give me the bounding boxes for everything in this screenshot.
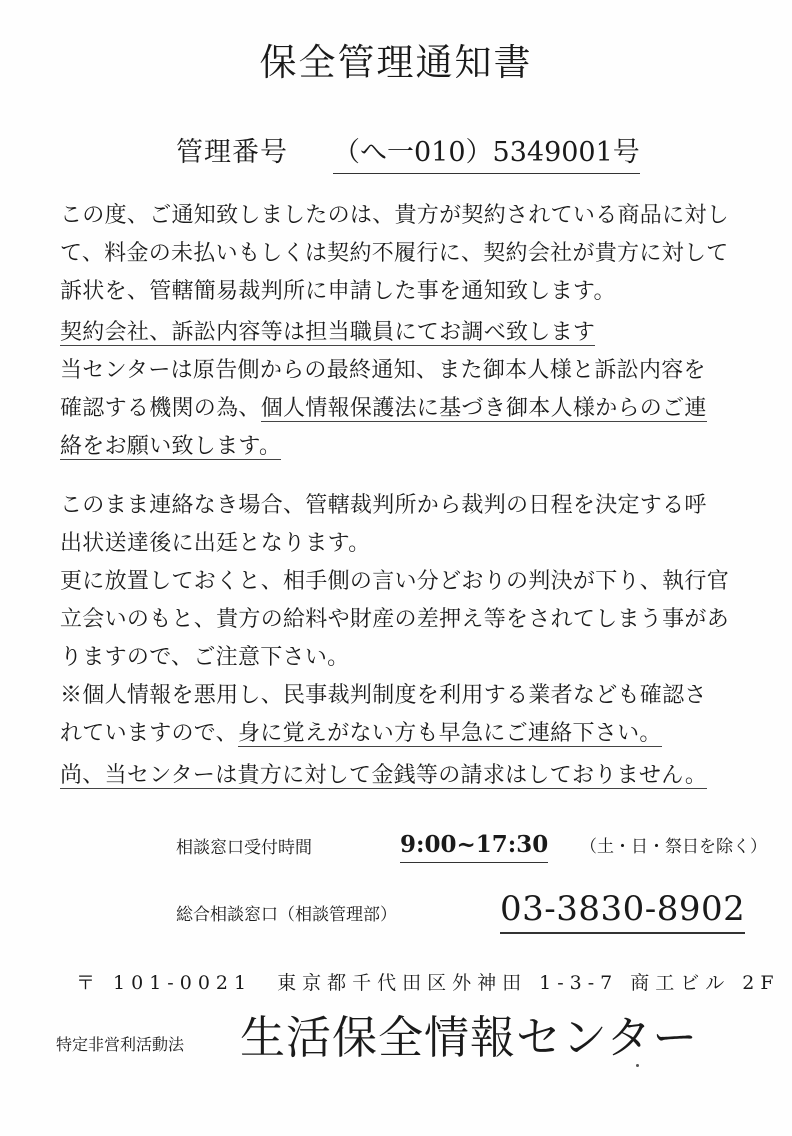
paragraph-line: 当センターは原告側からの最終通知、また御本人様と訴訟内容を [60, 358, 706, 383]
underlined-text: 身に覚えがない方も早急にご連絡下さい。 [237, 721, 662, 746]
paragraph-line: て、料金の未払いもしくは契約不履行に、契約会社が貴方に対して [60, 241, 729, 266]
no-payment-paragraph [60, 757, 760, 795]
underlined-text: 絡をお願い致します。 [60, 434, 282, 459]
consult-hours: 9:00~17:30 [400, 828, 548, 863]
paragraph-line: 訴状を、管轄簡易裁判所に申請した事を通知致します。 [60, 279, 616, 304]
consult-hours-label: 相談窓口受付時間 [176, 838, 312, 858]
general-consult-label: 総合相談窓口（相談管理部） [176, 905, 397, 925]
paragraph-line: りますので、ご注意下さい。 [60, 645, 350, 670]
warning-paragraph [60, 487, 760, 677]
document-title: 保全管理通知書 [259, 41, 533, 84]
paragraph-line: このまま連絡なき場合、管轄裁判所から裁判の日程を決定する呼 [60, 493, 707, 518]
paragraph-text: れていますので、 [60, 721, 238, 746]
phone-number: 03-3830-8902 [500, 886, 745, 934]
consult-hours-note: （土・日・祭日を除く） [580, 837, 767, 857]
management-number-label: 管理番号 [176, 137, 288, 168]
caution-paragraph [60, 677, 760, 753]
organization-name: 生活保全情報センター [240, 1011, 699, 1064]
paragraph-line: ※個人情報を悪用し、民事裁判制度を利用する業者なども確認さ [60, 683, 707, 708]
underlined-text: 個人情報保護法に基づき御本人様からのご連 [260, 396, 707, 421]
contact-instruction-paragraph [60, 314, 760, 466]
notice-paragraph [60, 197, 760, 311]
print-speck [636, 1064, 639, 1067]
paragraph-line: 立会いのもと、貴方の給料や財産の差押え等をされてしまう事があ [60, 607, 730, 632]
paragraph-text: 確認する機関の為、 [60, 396, 261, 421]
underlined-text: 契約会社、訴訟内容等は担当職員にてお調べ致します [60, 320, 596, 345]
underlined-text: 尚、当センターは貴方に対して金銭等の請求はしておりません。 [60, 763, 708, 788]
postal-address: 〒 101-0021 東京都千代田区外神田 1-3-7 商工ビル 2F [76, 972, 780, 994]
paragraph-line: 更に放置しておくと、相手側の言い分どおりの判決が下り、執行官 [60, 569, 730, 594]
management-number: （へ一010）5349001号 [333, 133, 640, 174]
organization-type: 特定非営利活動法 [56, 1035, 185, 1054]
paragraph-line: 出状送達後に出廷となります。 [60, 531, 371, 556]
paragraph-line: この度、ご通知致しましたのは、貴方が契約されている商品に対し [60, 203, 730, 228]
